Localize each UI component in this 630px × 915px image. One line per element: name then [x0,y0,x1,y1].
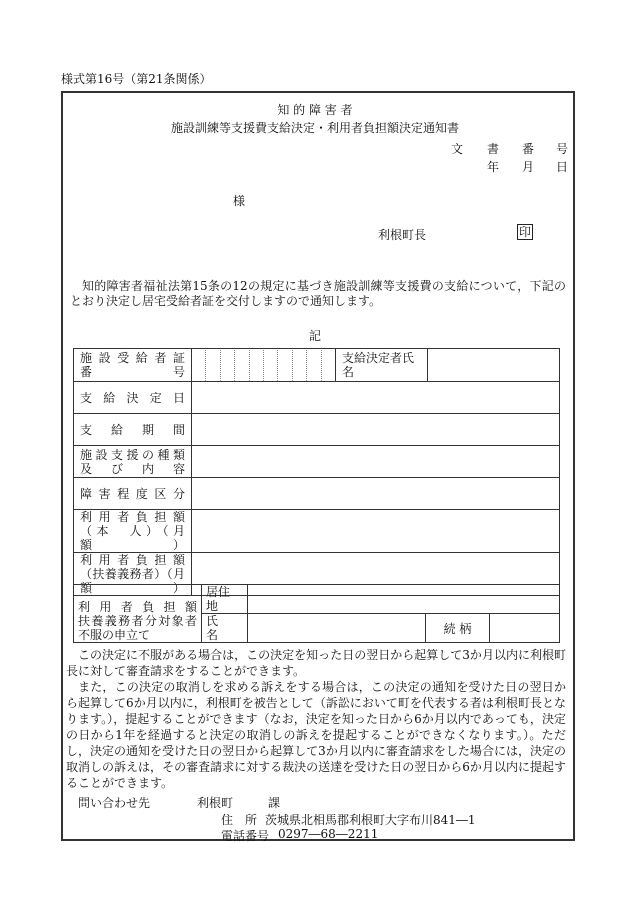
seal-mark: 印 [519,225,532,239]
appeal-text [66,647,566,791]
decision-holder-name-field[interactable] [428,349,560,382]
row-label: 支 給 期 間 [74,414,192,446]
obligor-name-field[interactable] [248,614,426,643]
ki-heading: 記 [308,329,321,343]
row-label: 施設支援の種類 及 び 内 容 [74,446,192,478]
row-label: 利 用 者 負 担 額 （扶養義務者）（月額） [74,553,192,596]
row-label: 利 用 者 負 担 額 （本 人）（月 額） [74,510,192,553]
doc-number-label: 号 [556,142,569,156]
appeal-paragraph-1: この決定に不服がある場合は，この決定を知った日の翌日から起算して3か月以内に利根町長に対して審査請求をすることができます。 [66,648,566,678]
phone-label: 電話番号 [221,829,270,843]
decision-table [73,348,560,596]
residence-label: 居住地 [202,585,248,614]
residence-field[interactable] [248,585,560,614]
date-year-label: 年 [487,160,500,174]
row-label: 障害程度区分 [74,478,192,510]
notice-body [70,279,566,309]
decision-date-field[interactable] [192,382,560,414]
appeal-heading: 不服の申立て [78,628,151,642]
form-number: 様式第16号（第21条関係） [61,72,212,86]
phone-value: 0297―68―2211 [278,827,379,841]
support-type-field[interactable] [192,446,560,478]
table-row [74,478,560,510]
address-label: 住 所 [221,813,258,827]
row-label: 施 設 受 給 者 証 番 号 [74,349,192,382]
certificate-number-cells[interactable] [192,349,336,382]
disability-level-field[interactable] [192,478,560,510]
doc-number-label: 番 [522,142,535,156]
table-row [74,585,560,614]
notice-body-text: 知的障害者福祉法第15条の12の規定に基づき施設訓練等支援費の支給について，下記のとおり決定し居宅受給者証を交付しますので通知します。 [70,279,566,308]
title-line2: 施設訓練等支援費支給決定・利用者負担額決定通知書 [170,121,459,135]
issuer-name: 利根町長 [378,228,427,242]
relation-label: 続 柄 [426,614,490,643]
date-month-label: 月 [522,160,535,174]
appeal-paragraph-2: また，この決定の取消しを求める訴えをする場合は，この決定の通知を受けた日の翌日から起算して6か月以内に，利根町を被告として（訴訟において町を代表する者は利根町長となります。），提起することができます（なお，決定を知った日から6か月以内であっても，決定の日から1年を経過すると決定の取消しの訴えを提起することができなくなります。）。ただし，決定の通知を受けた日の翌日から起算して3か月以内に審査請求をした場合には，決定の取消しの訴えは，その審査請求に対する裁決の送達を受けた日の翌日から6か月以内に提起することができます。 [66,680,566,790]
title-line1: 知 的 障 害 者 [277,103,353,117]
payment-period-field[interactable] [192,414,560,446]
table-row [74,349,560,382]
recipient-suffix: 様 [233,194,246,208]
address-value: 茨城県北相馬郡利根町大字布川841―1 [265,813,476,827]
self-burden-field[interactable] [192,510,560,553]
decision-holder-name-label: 支給決定者氏名 [336,349,428,382]
name-label: 氏 名 [202,614,248,643]
table-row [74,446,560,478]
obligor-label: 利 用 者 負 担 額 扶養義務者分対象者 [74,585,202,643]
date-day-label: 日 [556,160,569,174]
table-row [74,414,560,446]
doc-number-label: 文 [451,142,464,156]
contact-section: 課 [268,796,281,810]
relation-field[interactable] [490,614,560,643]
row-label: 支 給 決 定 日 [74,382,192,414]
contact-label: 問い合わせ先 [78,796,151,810]
doc-number-label: 書 [487,142,500,156]
table-row [74,382,560,414]
contact-office: 利根町 [197,796,234,810]
table-row [74,510,560,553]
